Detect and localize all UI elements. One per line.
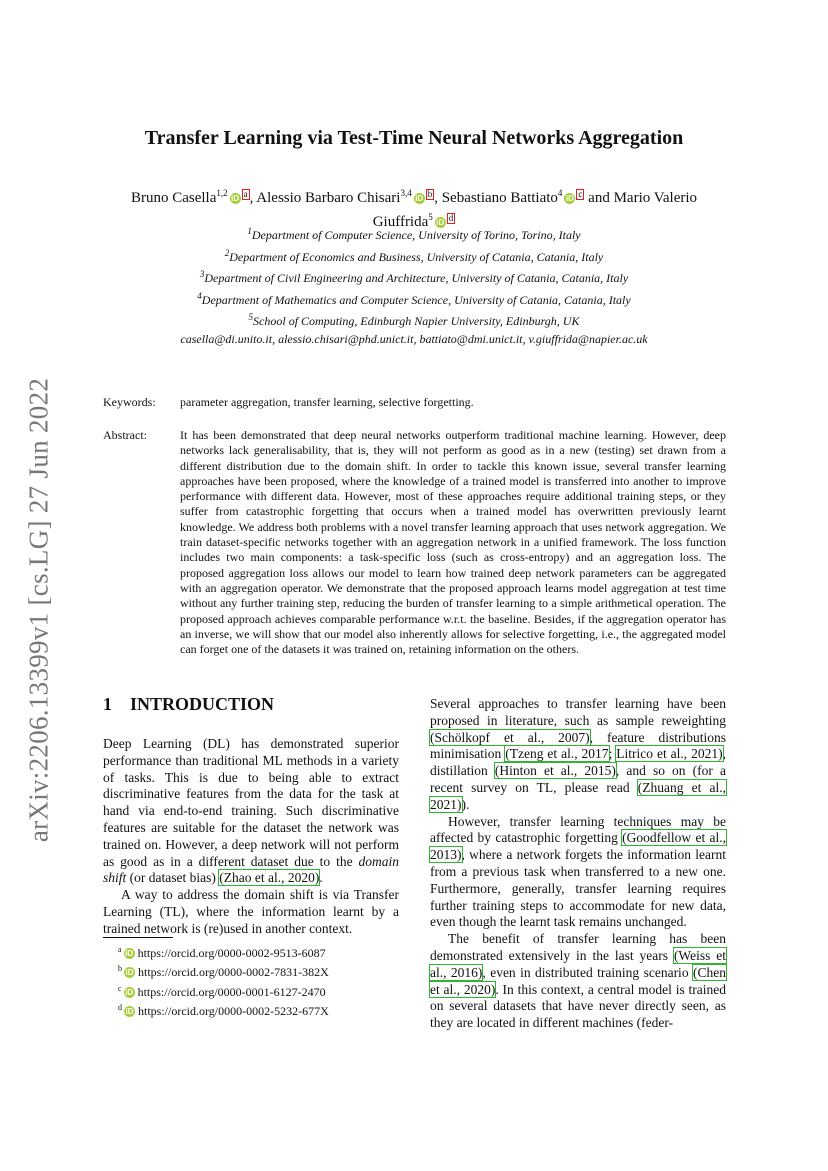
affiliation-text: Department of Computer Science, University of Torino, Torino, Italy — [251, 228, 581, 242]
citation-link[interactable]: (Weiss et al., 2016) — [430, 947, 727, 980]
body-paragraph — [103, 887, 399, 937]
body-paragraph — [103, 736, 399, 887]
orcid-icon[interactable]: iD — [565, 194, 574, 203]
orcid-url-link[interactable]: https://orcid.org/0000-0002-5232-677X — [138, 1004, 329, 1019]
body-paragraph — [430, 931, 726, 1032]
orcid-icon: iD — [125, 1007, 134, 1017]
affiliation-line — [120, 309, 708, 331]
affiliation-number: 1 — [247, 226, 252, 236]
author-name: Alessio Barbaro Chisari — [256, 190, 401, 206]
orcid-footnote-link[interactable]: a — [243, 189, 248, 199]
orcid-icon[interactable]: iD — [231, 194, 240, 203]
orcid-url-link[interactable]: https://orcid.org/0000-0001-6127-2470 — [137, 984, 326, 999]
affiliation-text: School of Computing, Edinburgh Napier University, Edinburgh, UK — [253, 314, 580, 329]
abstract-label: Abstract: — [103, 428, 147, 442]
citation-link[interactable]: (Schölkopf et al., 2007) — [430, 729, 590, 745]
body-text: ). — [461, 796, 470, 812]
body-paragraph — [430, 696, 726, 814]
body-text: The benefit of transfer learning has been demonstrated extensively in the last years — [430, 931, 726, 963]
body-text: Several approaches to transfer learning have been proposed in literature, such as sample reweighting — [430, 696, 726, 728]
footnote-mark: d — [118, 1003, 122, 1013]
affiliation-line — [120, 223, 708, 245]
affiliation-number: 2 — [224, 247, 230, 258]
orcid-icon: iD — [125, 968, 134, 978]
citation-link[interactable]: (Hinton et al., 2015) — [494, 763, 616, 779]
affiliation-text: Department of Civil Engineering and Architecture, University of Catania, Catania, Italy — [204, 271, 629, 286]
body-text: . — [319, 870, 323, 886]
body-paragraph — [430, 814, 726, 932]
author-affiliation-marks: 5 — [428, 212, 433, 222]
affiliation-number: 5 — [248, 312, 254, 323]
body-text: (or dataset bias) — [126, 870, 220, 886]
author-emails: casella@di.unito.it, alessio.chisari@phd.unict.it, battiato@dmi.unict.it, v.giuffrida@napier.ac.uk — [180, 331, 648, 346]
footnote-mark: a — [118, 945, 122, 954]
footnote-item — [118, 961, 329, 980]
citation-link[interactable]: (Zhuang et al., 2021) — [430, 779, 726, 812]
affiliation-line — [120, 266, 708, 288]
citation-link[interactable]: Litrico et al., 2021) — [616, 746, 723, 762]
citation-link[interactable]: (Zhao et al., 2020) — [219, 870, 320, 886]
left-column — [103, 736, 399, 938]
citation-link[interactable]: (Goodfellow et al., 2013) — [430, 830, 726, 863]
footnote-item — [118, 942, 329, 961]
body-text: , distillation — [430, 746, 726, 779]
section-title: INTRODUCTION — [130, 694, 275, 714]
paper-title: Transfer Learning via Test-Time Neural Networks Aggregation — [144, 127, 684, 149]
orcid-footnote-link[interactable]: d — [448, 213, 454, 223]
section-heading — [103, 694, 274, 715]
author-name: Mario Valerio Giuffrida — [372, 190, 698, 230]
affiliation-list — [120, 223, 708, 331]
body-text: , even in distributed training scenario — [482, 964, 693, 980]
footnote-mark: c — [118, 983, 122, 993]
affiliation-number: 3 — [199, 269, 205, 280]
affiliation-number: 4 — [197, 290, 202, 301]
body-text: ; — [608, 746, 617, 762]
orcid-url-link[interactable]: https://orcid.org/0000-0002-7831-382X — [138, 965, 329, 980]
orcid-icon: iD — [125, 949, 134, 958]
keywords-label: Keywords: — [103, 395, 156, 409]
author-list: Bruno Casella$^{1,2}$iD a , Alessio Barbaro Chisari$^{3,4}$iD b , Sebastiano Battiato$^4$iD c and Mario Valerio Giuffrida$^5$iD d — [130, 188, 698, 230]
citation-link[interactable]: (Tzeng et al., 2017 — [505, 746, 609, 762]
footnote-item — [118, 981, 329, 1000]
abstract-text: It has been demonstrated that deep neural networks outperform traditional machine learning. However, deep networks lack generalisability, that is, they will not perform as good as in a new (testing) set drawn from a different distribution due to the domain shift. In order to tackle this known issue, several transfer learning approaches have been proposed, where the knowledge of a trained model is transferred into another to improve performance with different data. However, most of these approaches require additional training steps, or they suffer from catastrophic forgetting that occurs when a trained model has overwritten previously learnt knowledge. We address both problems with a novel transfer learning approach that uses network aggregation. We train dataset-specific networks together with an aggregation network in a unified framework. The loss function includes two main components: a task-specific loss (such as cross-entropy) and an aggregation loss. The proposed aggregation loss allows our model to learn how trained deep network parameters can be aggregated with an aggregation operator. We demonstrate that the proposed approach learns model aggregation at test time without any further training step, reducing the burden of transfer learning to a simple arithmetical operation. The proposed approach achieves comparable performance w.r.t. the baseline. Besides, if the aggregation operator has an inverse, we will show that our model also inherently allows for selective forgetting, i.e., the aggregated model can forget one of the datasets it was trained on, retaining information on the others. — [180, 428, 726, 657]
orcid-url-link[interactable]: https://orcid.org/0000-0002-9513-6087 — [137, 946, 326, 960]
author-name: Sebastiano Battiato — [441, 190, 558, 206]
body-text: , where a network forgets the information learnt from a previous task when transferred to a new one. Furthermore, generally, transfer learning requires further training steps to accommodate for new data, even though the learnt task remains unchanged. — [430, 847, 726, 930]
body-text: Deep Learning (DL) has demonstrated superior performance than traditional ML methods in a variety of tasks. This is due to being able to extract discriminative features from the data for the task at hand via end-to-end training. Such discriminative features are suitable for the dataset the network was trained on. However, a deep network will not perform as good as in a different dataset due to the — [103, 736, 399, 869]
right-column — [430, 696, 726, 1032]
arxiv-identifier: arXiv:2206.13399v1 [cs.LG] 27 Jun 2022 — [23, 377, 54, 843]
footnote-item — [118, 1000, 329, 1019]
arxiv-sidebar — [14, 370, 64, 850]
footnote-rule — [103, 937, 173, 938]
orcid-footnote-link[interactable]: b — [427, 189, 433, 199]
footnote-mark: b — [118, 964, 122, 974]
orcid-icon[interactable]: iD — [415, 194, 424, 203]
affiliations-block — [120, 223, 708, 349]
body-text: . In this context, a central model is trained on several datasets that have never directly seen, as they are located in different machines (feder- — [430, 981, 727, 1031]
orcid-icon: iD — [125, 987, 134, 997]
emphasized-term: domain shift — [103, 853, 399, 886]
body-text: , and so on (for a recent survey on TL, please read — [430, 763, 726, 795]
section-number: 1 — [103, 694, 112, 714]
author-affiliation-marks: 1,2 — [216, 188, 228, 198]
body-text: , feature distributions minimisation — [430, 729, 726, 762]
affiliation-line — [120, 288, 708, 310]
affiliation-line — [120, 245, 708, 267]
orcid-footnote-link[interactable]: c — [578, 189, 583, 199]
keywords-text: parameter aggregation, transfer learning, selective forgetting. — [180, 395, 474, 409]
body-text: However, transfer learning techniques may be affected by catastrophic forgetting — [430, 813, 726, 846]
affiliation-text: Department of Mathematics and Computer Science, University of Catania, Catania, Italy — [201, 292, 631, 307]
author-affiliation-marks: 4 — [557, 188, 563, 198]
citation-link[interactable]: (Chen et al., 2020) — [430, 964, 726, 997]
author-affiliation-marks: 3,4 — [400, 188, 412, 198]
author-name: Bruno Casella — [130, 190, 217, 206]
affiliation-text: Department of Economics and Business, University of Catania, Catania, Italy — [229, 249, 604, 264]
footnotes — [118, 942, 329, 1020]
orcid-icon[interactable]: iD — [436, 218, 445, 227]
body-text: A way to address the domain shift is via Transfer Learning (TL), where the information learnt by a trained network is (re)used in another context. — [103, 887, 399, 936]
